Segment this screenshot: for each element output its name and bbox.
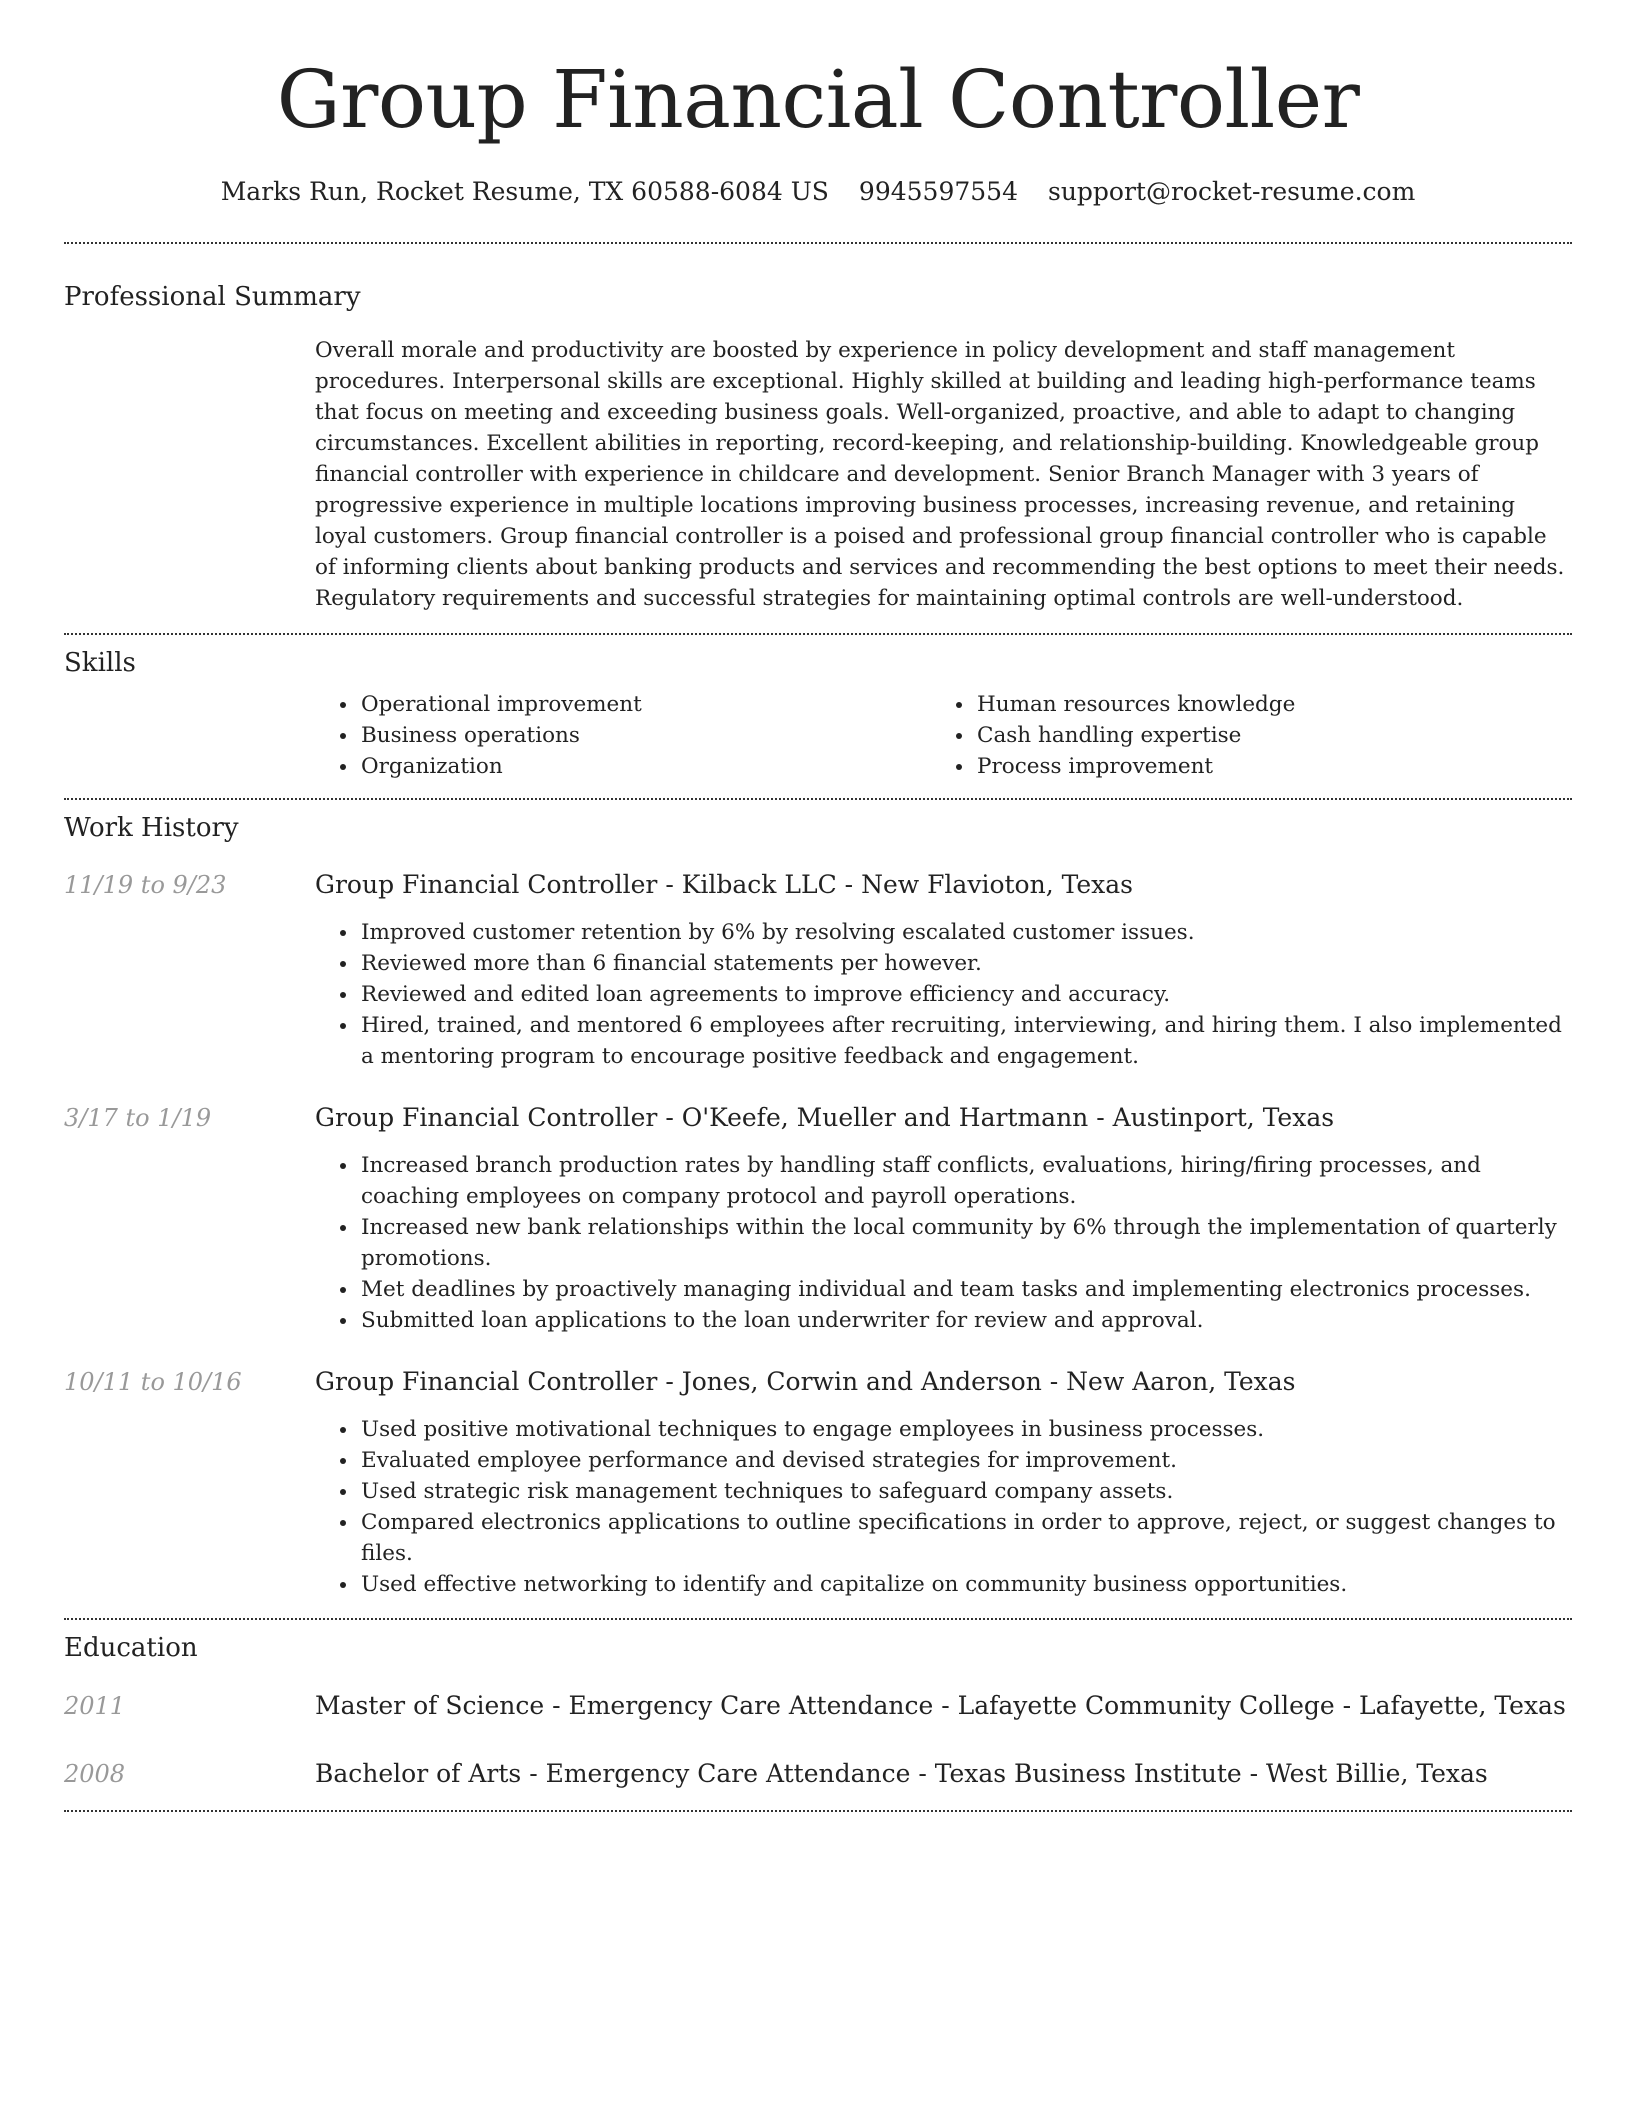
job-entry [64, 1366, 1572, 1600]
skills-list-left [315, 689, 931, 782]
skill-item: • Process improvement [975, 751, 1547, 782]
skill-item: • Organization [359, 751, 931, 782]
job-bullet: • Met deadlines by proactively managing individual and team tasks and implementing electronics processes. [359, 1274, 1572, 1305]
job-dates: 3/17 to 1/19 [64, 1104, 212, 1132]
education-section [64, 1620, 1572, 1790]
summary-section [64, 244, 1572, 614]
job-entry [64, 869, 1572, 1072]
job-bullet: • Evaluated employee performance and devised strategies for improvement. [359, 1445, 1572, 1476]
education-entry [64, 1690, 1572, 1722]
contact-line [64, 176, 1572, 208]
job-entry [64, 1102, 1572, 1336]
job-dates: 11/19 to 9/23 [64, 871, 227, 899]
job-bullet: • Compared electronics applications to outline specifications in order to approve, reject, or suggest changes to files. [359, 1507, 1572, 1569]
education-heading: Bachelor of Arts - Emergency Care Attendance - Texas Business Institute - West Billie, Texas [315, 1759, 1488, 1788]
contact-address: Marks Run, Rocket Resume, TX 60588-6084 US [220, 177, 829, 206]
skill-item: • Cash handling expertise [975, 720, 1547, 751]
section-title-work: Work History [64, 813, 239, 843]
contact-email: support@rocket-resume.com [1047, 177, 1416, 206]
resume-page [64, 0, 1572, 1812]
skills-section [64, 635, 1572, 782]
job-bullet: • Improved customer retention by 6% by resolving escalated customer issues. [359, 917, 1572, 948]
job-bullet: • Used strategic risk management techniques to safeguard company assets. [359, 1476, 1572, 1507]
job-heading: Group Financial Controller - Kilback LLC - New Flavioton, Texas [315, 870, 1133, 899]
job-bullet: • Used effective networking to identify and capitalize on community business opportunities. [359, 1569, 1572, 1600]
job-bullets [315, 917, 1572, 1072]
job-heading: Group Financial Controller - O'Keefe, Mueller and Hartmann - Austinport, Texas [315, 1103, 1335, 1132]
section-title-summary: Professional Summary [64, 282, 361, 312]
job-bullet: • Increased branch production rates by handling staff conflicts, evaluations, hiring/firing processes, and coaching employees on company protocol and payroll operations. [359, 1150, 1572, 1212]
education-entry [64, 1758, 1572, 1790]
section-divider [64, 1810, 1572, 1812]
job-dates: 10/11 to 10/16 [64, 1368, 242, 1396]
section-title-education: Education [64, 1633, 198, 1663]
job-heading: Group Financial Controller - Jones, Corwin and Anderson - New Aaron, Texas [315, 1367, 1296, 1396]
contact-phone: 9945597554 [858, 177, 1018, 206]
job-bullet: • Reviewed and edited loan agreements to improve efficiency and accuracy. [359, 979, 1572, 1010]
job-bullet: • Submitted loan applications to the loan underwriter for review and approval. [359, 1305, 1572, 1336]
job-bullets [315, 1414, 1572, 1600]
education-year: 2011 [64, 1692, 126, 1720]
work-history-section [64, 800, 1572, 1600]
job-bullet: • Reviewed more than 6 financial statements per however. [359, 948, 1572, 979]
skill-item: • Human resources knowledge [975, 689, 1547, 720]
resume-name: Group Financial Controller [276, 53, 1360, 146]
education-heading: Master of Science - Emergency Care Attendance - Lafayette Community College - Lafayette, Texas [315, 1691, 1566, 1720]
section-title-skills: Skills [64, 648, 136, 678]
job-bullet: • Hired, trained, and mentored 6 employees after recruiting, interviewing, and hiring them. I also implemented a mentoring program to encourage positive feedback and engagement. [359, 1010, 1572, 1072]
summary-text: Overall morale and productivity are boosted by experience in policy development and staff management procedures. Interpersonal skills are exceptional. Highly skilled at building and leading high-performance teams that focus on meeting and exceeding business goals. Well-organized, proactive, and able to adapt to changing circumstances. Excellent abilities in reporting, record-keeping, and relationship-building. Knowledgeable group financial controller with experience in childcare and development. Senior Branch Manager with 3 years of progressive experience in multiple locations improving business processes, increasing revenue, and retaining loyal customers. Group financial controller is a poised and professional group financial controller who is capable of informing clients about banking products and services and recommending the best options to meet their needs. Regulatory requirements and successful strategies for maintaining optimal controls are well-understood. [315, 338, 1565, 611]
skills-list-right [931, 689, 1547, 782]
job-bullet: • Used positive motivational techniques to engage employees in business processes. [359, 1414, 1572, 1445]
job-bullets [315, 1150, 1572, 1336]
education-year: 2008 [64, 1760, 126, 1788]
job-bullet: • Increased new bank relationships within the local community by 6% through the implementation of quarterly promotions. [359, 1212, 1572, 1274]
skill-item: • Business operations [359, 720, 931, 751]
skill-item: • Operational improvement [359, 689, 931, 720]
